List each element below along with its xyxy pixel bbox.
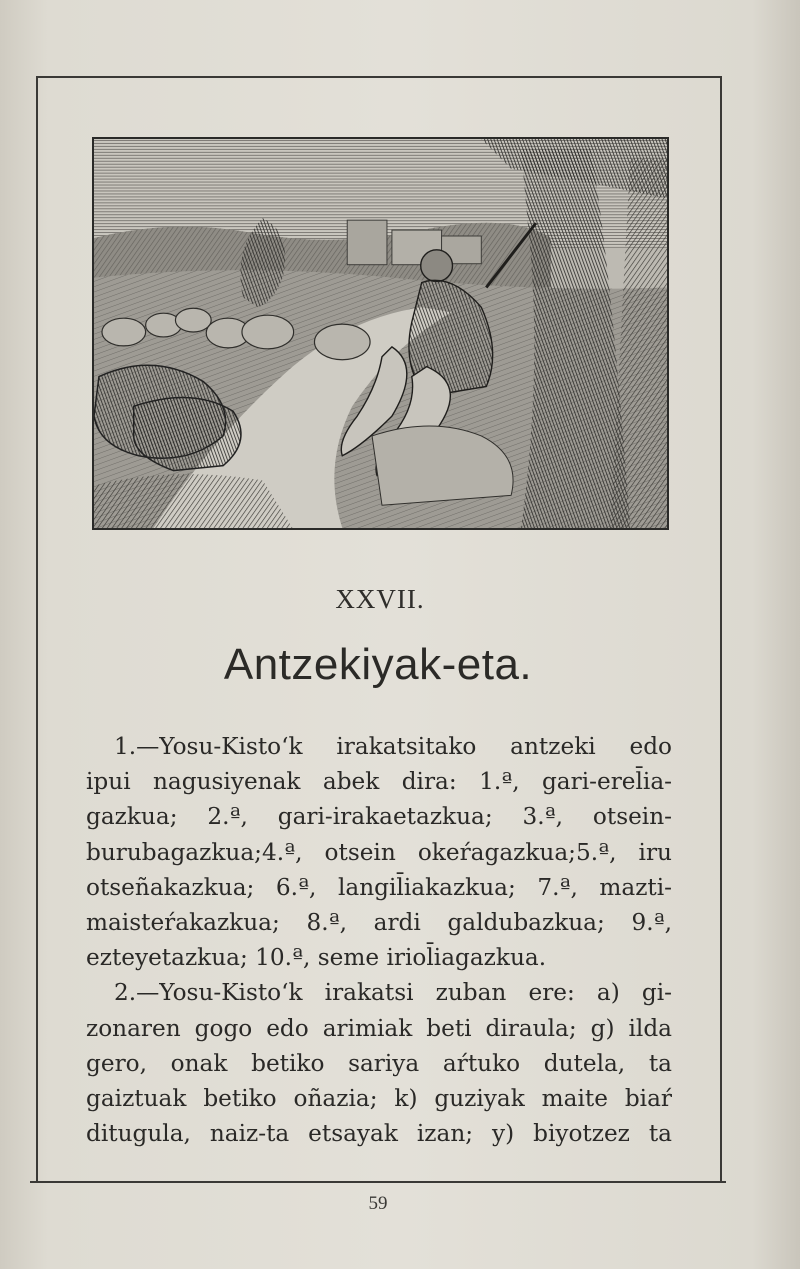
text-line: ipui nagusiyenak abek dira: 1.ª, gari-erel̄ia-	[86, 768, 672, 796]
shepherd-engraving	[94, 139, 667, 528]
text-line: 2.—Yosu-Kisto‘k irakatsi zuban ere: a) gi-	[114, 979, 672, 1007]
text-line: ditugula, naiz-ta etsayak izan; y) biyotzez ta	[86, 1120, 672, 1148]
text-line: ezteyetazkua; 10.ª, seme iriol̄iagazkua.	[86, 944, 547, 972]
body-text	[86, 729, 672, 1151]
text-line: maisteŕakazkua; 8.ª, ardi galdubazkua; 9.ª,	[86, 908, 672, 936]
text-line: gero, onak betiko sariya aŕtuko dutela, ta	[86, 1049, 672, 1077]
engraving-illustration	[92, 137, 669, 530]
page-number: 59	[368, 1193, 388, 1214]
paragraph-2	[86, 975, 672, 1151]
text-line: 1.—Yosu-Kisto‘k irakatsitako antzeki edo	[114, 733, 672, 760]
bottom-rule	[30, 1181, 726, 1183]
text-line: burubagazkua;4.ª, otsein okeŕagazkua;5.ª, iru	[86, 838, 672, 866]
text-line: otseñakazkua; 6.ª, langil̄iakazkua; 7.ª, mazti-	[86, 873, 672, 901]
chapter-number: XXVII.	[335, 584, 425, 614]
text-line: gazkua; 2.ª, gari-irakaetazkua; 3.ª, otsein-	[86, 803, 672, 831]
text-line: zonaren gogo edo arimiak beti diraula; g) ilda	[86, 1014, 672, 1042]
paragraph-1	[86, 729, 672, 975]
text-line: gaiztuak betiko oñazia; k) guziyak maite biaŕ	[86, 1084, 672, 1112]
chapter-title: Antzekiyak-eta.	[223, 640, 533, 689]
